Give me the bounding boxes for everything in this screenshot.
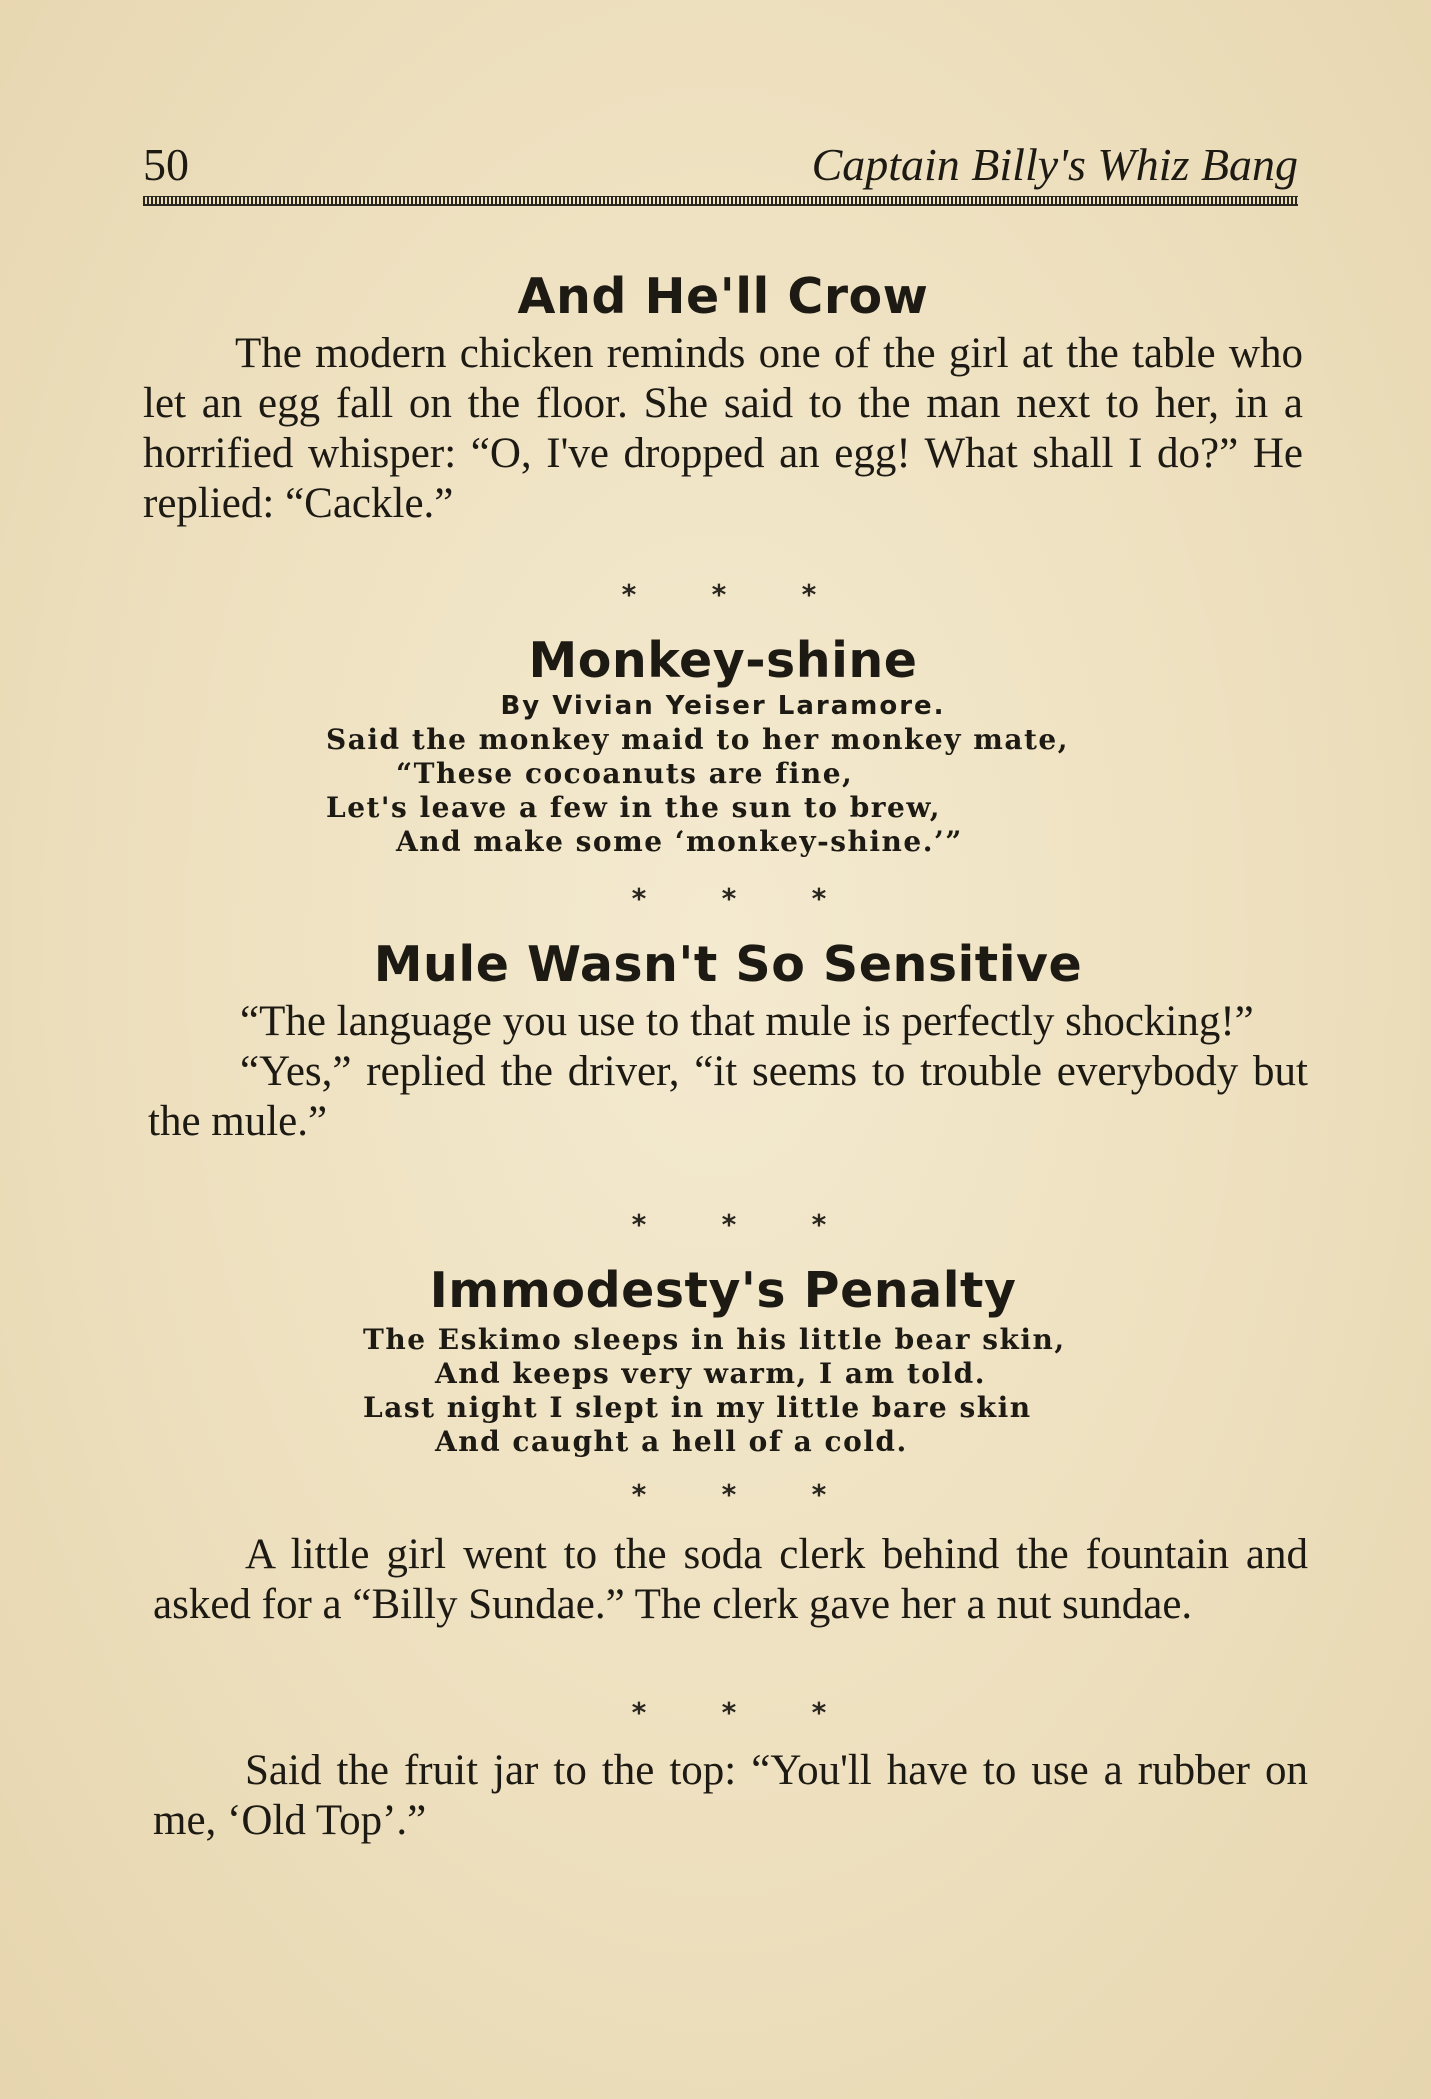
- separator-stars: [594, 1696, 864, 1729]
- running-title: Captain Billy's Whiz Bang: [811, 139, 1298, 190]
- poem: [363, 1323, 1303, 1459]
- poem-line: And make some ‘monkey-shine.’”: [396, 825, 963, 858]
- star: *: [721, 1696, 737, 1729]
- separator-stars: [594, 1208, 864, 1241]
- poem-line: Said the monkey maid to her monkey mate,: [326, 723, 1069, 756]
- article-and-hell-crow: [143, 268, 1303, 529]
- star: *: [721, 882, 737, 915]
- poem-line: Last night I slept in my little bare skin: [363, 1391, 1032, 1424]
- article-immodesty: [143, 1262, 1303, 1459]
- separator-stars: [594, 1478, 864, 1511]
- article-title: Monkey-shine: [528, 632, 918, 689]
- star: *: [811, 1478, 827, 1511]
- article-body: “Yes,” replied the driver, “it seems to trouble everybody but the mule.”: [148, 1048, 1308, 1145]
- page-number: 50: [143, 139, 189, 190]
- star: *: [711, 578, 727, 611]
- article-body: A little girl went to the soda clerk behind the fountain and asked for a “Billy Sundae.” The clerk gave her a nut sundae.: [153, 1531, 1308, 1628]
- article-body: The modern chicken reminds one of the girl at the table who let an egg fall on the floor. She said to the man next to her, in a horrified whisper: “O, I've dropped an egg! What shall I do?” He replied: “Cackle.”: [143, 330, 1303, 527]
- separator-stars: [584, 578, 854, 611]
- star: *: [631, 882, 647, 915]
- poem-line: And caught a hell of a cold.: [435, 1425, 908, 1458]
- article-body: “The language you use to that mule is perfectly shocking!”: [240, 998, 1254, 1045]
- poem-line: The Eskimo sleeps in his little bear skin,: [363, 1323, 1066, 1356]
- star: *: [721, 1208, 737, 1241]
- article-body: Said the fruit jar to the top: “You'll have to use a rubber on me, ‘Old Top’.”: [153, 1747, 1308, 1844]
- poem: [326, 723, 1303, 859]
- poem-line: And keeps very warm, I am told.: [435, 1357, 986, 1390]
- article-title: And He'll Crow: [517, 268, 929, 325]
- separator-stars: [594, 882, 864, 915]
- star: *: [721, 1478, 737, 1511]
- poem-line: Let's leave a few in the sun to brew,: [326, 791, 941, 824]
- article-title: Immodesty's Penalty: [429, 1262, 1017, 1319]
- page-header: [143, 138, 1298, 198]
- article-mule: [148, 936, 1308, 1147]
- article-title: Mule Wasn't So Sensitive: [373, 936, 1083, 993]
- article-sundae: [153, 1530, 1308, 1630]
- article-fruit-jar: [153, 1746, 1308, 1846]
- star: *: [621, 578, 637, 611]
- poem-line: “These cocoanuts are fine,: [396, 757, 854, 790]
- star: *: [811, 1696, 827, 1729]
- article-monkey-shine: [143, 632, 1303, 859]
- star: *: [811, 1208, 827, 1241]
- star: *: [801, 578, 817, 611]
- byline: By Vivian Yeiser Laramore.: [500, 691, 946, 721]
- star: *: [631, 1696, 647, 1729]
- header-rule: [143, 196, 1298, 206]
- star: *: [631, 1208, 647, 1241]
- star: *: [811, 882, 827, 915]
- star: *: [631, 1478, 647, 1511]
